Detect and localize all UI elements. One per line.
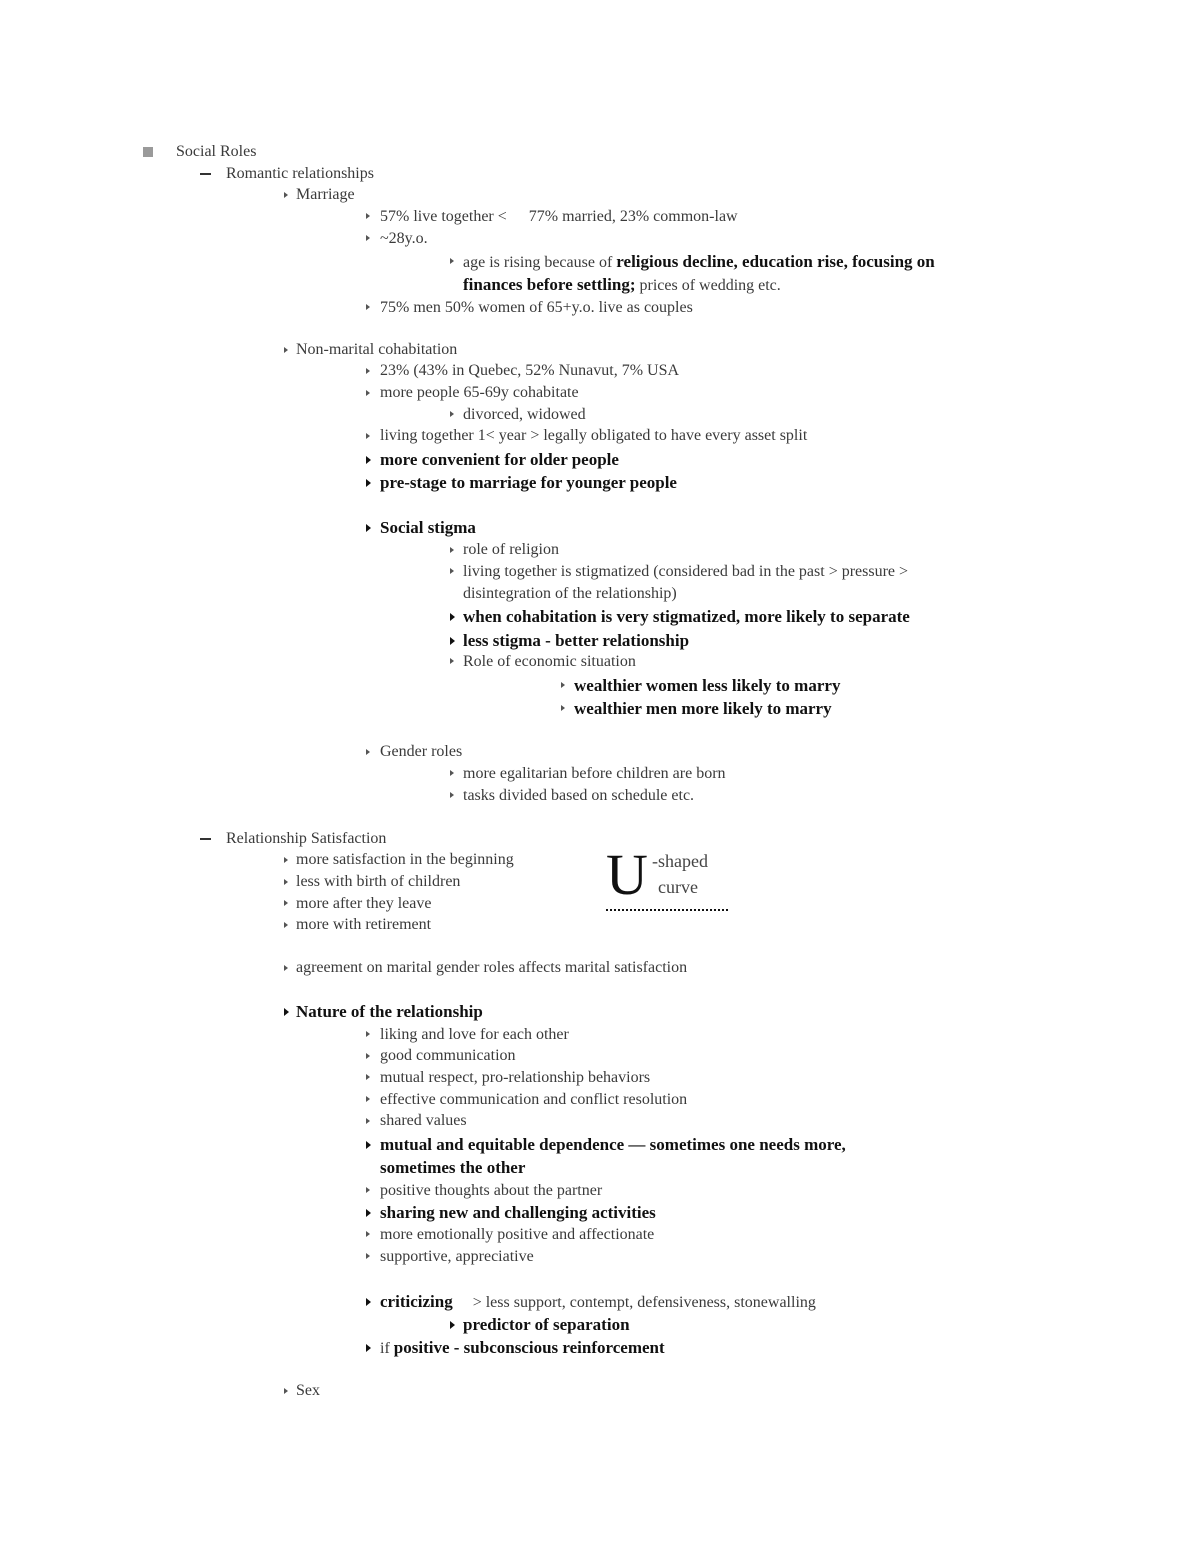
triangle-bullet-icon bbox=[450, 411, 454, 417]
text: if bbox=[380, 1340, 394, 1357]
triangle-bullet-icon bbox=[366, 479, 371, 487]
dash-bullet-icon bbox=[200, 838, 211, 840]
text: age is rising because of bbox=[463, 254, 617, 271]
triangle-bullet-icon bbox=[366, 1031, 370, 1037]
triangle-bullet-icon bbox=[366, 1344, 371, 1352]
triangle-bullet-icon bbox=[366, 390, 370, 396]
triangle-bullet-icon bbox=[366, 1118, 370, 1124]
triangle-bullet-icon bbox=[366, 213, 370, 219]
list-item: more people 65-69y cohabitate bbox=[380, 384, 579, 401]
bold-text: religious decline, education rise, focusing on bbox=[616, 252, 935, 271]
list-item: effective communication and conflict resolution bbox=[380, 1091, 688, 1108]
list-item: liking and love for each other bbox=[380, 1026, 569, 1043]
triangle-bullet-icon bbox=[366, 749, 370, 755]
list-item: 23% (43% in Quebec, 52% Nunavut, 7% USA bbox=[380, 362, 680, 379]
triangle-bullet-icon bbox=[366, 368, 370, 374]
bold-text: finances before settling; bbox=[463, 275, 636, 294]
triangle-bullet-icon bbox=[450, 658, 454, 664]
triangle-bullet-icon bbox=[366, 433, 370, 439]
list-item: Non-marital cohabitation bbox=[296, 341, 458, 358]
triangle-bullet-icon bbox=[366, 1141, 371, 1149]
triangle-bullet-icon bbox=[284, 965, 288, 971]
list-item: good communication bbox=[380, 1047, 516, 1064]
list-item: Sex bbox=[296, 1382, 320, 1399]
u-curve-label-curve: curve bbox=[658, 877, 698, 897]
triangle-bullet-icon bbox=[450, 637, 455, 645]
list-item: living together 1< year > legally obligated to have every asset split bbox=[380, 427, 808, 444]
triangle-bullet-icon bbox=[366, 1231, 370, 1237]
list-item: mutual respect, pro-relationship behaviors bbox=[380, 1069, 651, 1086]
text: prices of wedding etc. bbox=[635, 277, 781, 294]
triangle-bullet-icon bbox=[366, 524, 371, 532]
u-curve-label-shaped: -shaped bbox=[652, 851, 708, 871]
triangle-bullet-icon bbox=[561, 682, 565, 688]
triangle-bullet-icon bbox=[284, 879, 288, 885]
triangle-bullet-icon bbox=[450, 770, 454, 776]
triangle-bullet-icon bbox=[366, 1096, 370, 1102]
u-shaped-curve-note bbox=[606, 842, 736, 920]
text: 77% married, 23% common-law bbox=[528, 208, 738, 225]
list-item: less with birth of children bbox=[296, 873, 461, 890]
triangle-bullet-icon bbox=[366, 1298, 371, 1306]
list-item-continuation: disintegration of the relationship) bbox=[463, 585, 677, 602]
text: > less support, contempt, defensiveness, stonewalling bbox=[452, 1294, 816, 1311]
triangle-bullet-icon bbox=[284, 922, 288, 928]
triangle-bullet-icon bbox=[366, 1253, 370, 1259]
list-item: positive thoughts about the partner bbox=[380, 1182, 603, 1199]
list-item bbox=[380, 1338, 665, 1359]
list-item: more satisfaction in the beginning bbox=[296, 851, 514, 868]
list-item: pre-stage to marriage for younger people bbox=[380, 473, 677, 492]
dotted-underline bbox=[606, 909, 728, 911]
triangle-bullet-icon bbox=[284, 1388, 288, 1394]
list-item bbox=[380, 1292, 816, 1313]
list-item: predictor of separation bbox=[463, 1315, 630, 1334]
list-item-continuation bbox=[463, 275, 781, 296]
list-item: sharing new and challenging activities bbox=[380, 1203, 656, 1222]
list-item: ~28y.o. bbox=[380, 230, 428, 247]
list-item: tasks divided based on schedule etc. bbox=[463, 787, 695, 804]
triangle-bullet-icon bbox=[284, 347, 288, 353]
triangle-bullet-icon bbox=[366, 1209, 371, 1217]
triangle-bullet-icon bbox=[366, 456, 371, 464]
list-item: less stigma - better relationship bbox=[463, 631, 690, 650]
list-item: when cohabitation is very stigmatized, more likely to separate bbox=[463, 607, 910, 626]
bold-text: positive - subconscious reinforcement bbox=[393, 1338, 665, 1357]
list-item: supportive, appreciative bbox=[380, 1248, 534, 1265]
list-item: wealthier men more likely to marry bbox=[574, 699, 832, 718]
list-item: role of religion bbox=[463, 541, 559, 558]
triangle-bullet-icon bbox=[366, 1187, 370, 1193]
list-item: more with retirement bbox=[296, 916, 432, 933]
triangle-bullet-icon bbox=[366, 235, 370, 241]
dash-bullet-icon bbox=[200, 173, 211, 175]
list-item: living together is stigmatized (considered bad in the past > pressure > bbox=[463, 563, 909, 580]
list-item: 75% men 50% women of 65+y.o. live as couples bbox=[380, 299, 693, 316]
triangle-bullet-icon bbox=[450, 1321, 455, 1329]
triangle-bullet-icon bbox=[450, 613, 455, 621]
list-item: shared values bbox=[380, 1112, 467, 1129]
triangle-bullet-icon bbox=[284, 192, 288, 198]
list-item: Role of economic situation bbox=[463, 653, 636, 670]
triangle-bullet-icon bbox=[366, 304, 370, 310]
square-bullet-icon bbox=[143, 147, 153, 157]
list-item: Social stigma bbox=[380, 518, 476, 537]
text: 57% live together < bbox=[380, 208, 507, 225]
heading-social-roles: Social Roles bbox=[176, 143, 257, 160]
list-item: wealthier women less likely to marry bbox=[574, 676, 841, 695]
list-item-continuation: sometimes the other bbox=[380, 1158, 526, 1177]
triangle-bullet-icon bbox=[450, 792, 454, 798]
triangle-bullet-icon bbox=[561, 705, 565, 711]
triangle-bullet-icon bbox=[284, 900, 288, 906]
list-item: Marriage bbox=[296, 186, 355, 203]
list-item: more convenient for older people bbox=[380, 450, 619, 469]
triangle-bullet-icon bbox=[284, 857, 288, 863]
list-item: mutual and equitable dependence — sometimes one needs more, bbox=[380, 1135, 846, 1154]
list-item: more egalitarian before children are born bbox=[463, 765, 726, 782]
list-item: more emotionally positive and affectionate bbox=[380, 1226, 655, 1243]
list-item: divorced, widowed bbox=[463, 406, 586, 423]
triangle-bullet-icon bbox=[366, 1074, 370, 1080]
bold-text: criticizing bbox=[380, 1292, 453, 1311]
triangle-bullet-icon bbox=[450, 258, 454, 264]
list-item: more after they leave bbox=[296, 895, 432, 912]
triangle-bullet-icon bbox=[284, 1008, 289, 1016]
list-item: agreement on marital gender roles affects marital satisfaction bbox=[296, 959, 688, 976]
triangle-bullet-icon bbox=[366, 1053, 370, 1059]
heading-romantic-relationships: Romantic relationships bbox=[226, 165, 374, 182]
heading-relationship-satisfaction: Relationship Satisfaction bbox=[226, 830, 387, 847]
list-item: Gender roles bbox=[380, 743, 463, 760]
triangle-bullet-icon bbox=[450, 568, 454, 574]
list-item bbox=[380, 207, 738, 227]
u-letter: U bbox=[606, 842, 648, 907]
list-item: Nature of the relationship bbox=[296, 1002, 483, 1021]
triangle-bullet-icon bbox=[450, 547, 454, 553]
list-item bbox=[463, 252, 935, 273]
